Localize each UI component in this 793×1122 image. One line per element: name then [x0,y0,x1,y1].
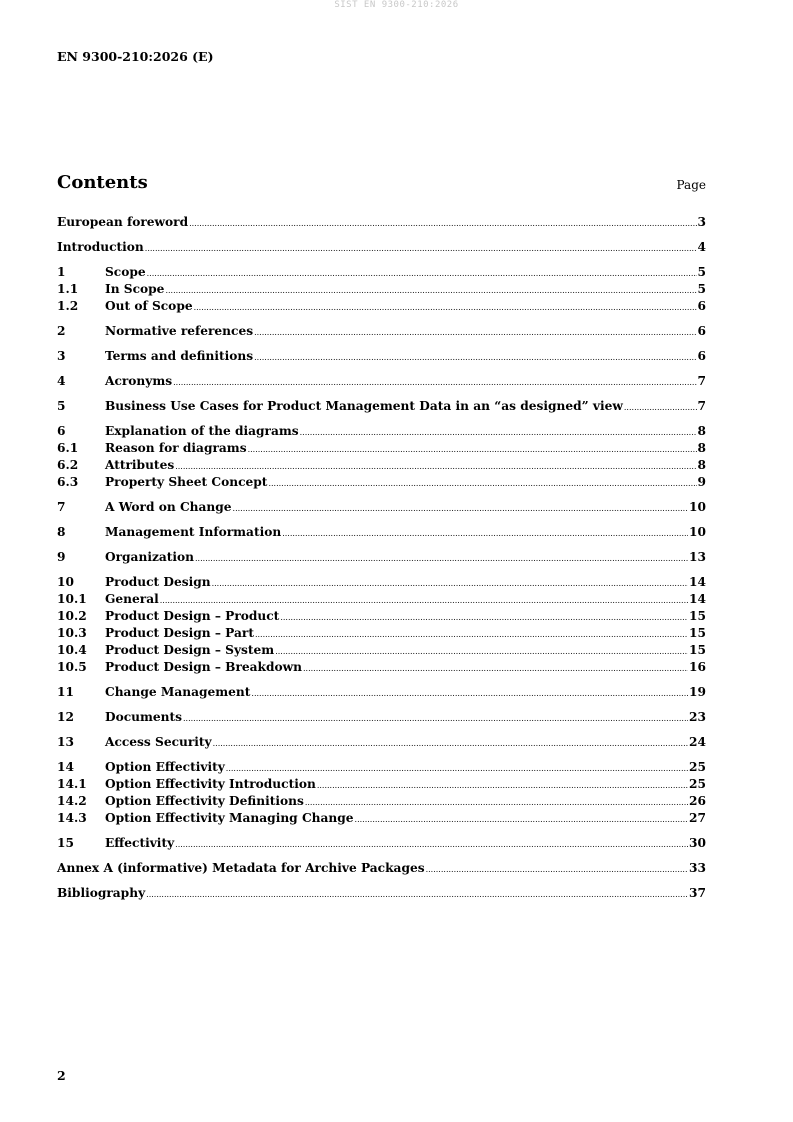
toc-dot-leader [160,591,688,609]
toc-entry[interactable] [57,499,706,516]
toc-entry-title: Normative references [105,324,254,338]
toc-entry[interactable] [57,323,706,340]
toc-dot-leader [251,684,688,702]
toc-dot-leader [268,474,696,492]
toc-entry[interactable] [57,860,706,877]
toc-entry-number: 10.4 [57,643,87,657]
toc-dot-leader [317,776,688,794]
toc-entry-title: A Word on Change [105,500,232,514]
toc-entry[interactable] [57,524,706,541]
toc-entry-page: 37 [689,886,706,900]
toc-entry-number: 10.1 [57,592,87,606]
toc-entry[interactable] [57,684,706,701]
toc-dot-leader [254,323,696,341]
toc-dot-leader [145,239,697,257]
toc-entry[interactable] [57,574,706,591]
toc-entry[interactable] [57,885,706,902]
toc-entry-page: 15 [689,609,706,623]
toc-entry[interactable] [57,549,706,566]
toc-entry[interactable] [57,214,706,231]
toc-dot-leader [194,298,697,316]
toc-entry-title: Terms and definitions [105,349,254,363]
toc-entry-number: 10.5 [57,660,87,674]
toc-dot-leader [254,348,696,366]
toc-entry[interactable] [57,776,706,793]
toc-entry-number: 11 [57,685,74,699]
toc-entry[interactable] [57,734,706,751]
toc-entry-page: 4 [697,240,706,254]
toc-entry-number: 14.2 [57,794,87,808]
toc-dot-leader [303,659,688,677]
toc-dot-leader [226,759,688,777]
toc-entry-title: Option Effectivity Managing Change [105,811,354,825]
toc-entry-title: Option Effectivity Definitions [105,794,304,808]
toc-entry-number: 6.1 [57,441,79,455]
toc-entry-page: 15 [689,643,706,657]
toc-entry-title: Documents [105,710,182,724]
toc-entry-title: Property Sheet Concept [105,475,268,489]
toc-entry[interactable] [57,264,706,281]
toc-entry-page: 6 [697,324,706,338]
toc-entry-page: 5 [697,265,706,279]
toc-entry-number: 6 [57,424,66,438]
toc-entry-page: 7 [697,399,706,413]
toc-dot-leader [173,373,696,391]
toc-dot-leader [275,642,688,660]
toc-entry[interactable] [57,423,706,440]
toc-entry-title: Introduction [57,240,144,254]
toc-entry-title: Change Management [105,685,251,699]
toc-entry-title: Attributes [105,458,175,472]
toc-dot-leader [624,398,697,416]
toc-entry-title: Acronyms [105,374,173,388]
toc-entry[interactable] [57,759,706,776]
toc-entry-number: 14.3 [57,811,87,825]
toc-entry-page: 27 [689,811,706,825]
toc-entry[interactable] [57,348,706,365]
toc-entry-title: Annex A (informative) Metadata for Archive Packages [57,861,425,875]
toc-entry-page: 3 [697,215,706,229]
toc-entry-number: 12 [57,710,74,724]
toc-entry-title: Product Design – Product [105,609,280,623]
contents-heading: Contents [57,172,148,193]
toc-entry-title: Business Use Cases for Product Management Data in an “as designed” view [105,399,623,413]
toc-entry-title: Explanation of the diagrams [105,424,299,438]
toc-entry-page: 25 [689,777,706,791]
toc-entry-number: 14.1 [57,777,87,791]
toc-entry-number: 1 [57,265,66,279]
toc-entry-title: Product Design [105,575,211,589]
toc-entry-page: 5 [697,282,706,296]
toc-dot-leader [233,499,688,517]
toc-dot-leader [183,709,688,727]
toc-dot-leader [146,885,688,903]
toc-entry-title: Option Effectivity Introduction [105,777,316,791]
toc-entry[interactable] [57,608,706,625]
toc-entry-number: 15 [57,836,74,850]
toc-entry-page: 14 [689,592,706,606]
toc-entry-page: 13 [689,550,706,564]
toc-dot-leader [426,860,688,878]
toc-entry-number: 7 [57,500,66,514]
toc-dot-leader [147,264,697,282]
toc-entry-page: 8 [697,458,706,472]
toc-entry-number: 9 [57,550,66,564]
toc-dot-leader [248,440,697,458]
toc-entry-page: 10 [689,500,706,514]
toc-entry-title: Management Information [105,525,282,539]
toc-dot-leader [189,214,696,232]
toc-dot-leader [255,625,688,643]
toc-entry-page: 10 [689,525,706,539]
toc-entry-number: 8 [57,525,66,539]
toc-dot-leader [195,549,688,567]
toc-entry-title: Effectivity [105,836,175,850]
toc-entry-number: 6.3 [57,475,79,489]
toc-entry-title: Bibliography [57,886,146,900]
toc-entry-page: 7 [697,374,706,388]
toc-entry-title: Product Design – Breakdown [105,660,302,674]
toc-entry-title: Scope [105,265,146,279]
toc-entry-title: In Scope [105,282,165,296]
toc-entry-number: 14 [57,760,74,774]
toc-dot-leader [213,734,688,752]
toc-entry[interactable] [57,709,706,726]
toc-dot-leader [282,524,688,542]
toc-entry-title: Reason for diagrams [105,441,247,455]
toc-dot-leader [300,423,697,441]
toc-entry-page: 9 [697,475,706,489]
toc-entry[interactable] [57,625,706,642]
toc-entry[interactable] [57,398,706,415]
toc-dot-leader [212,574,688,592]
toc-entry[interactable] [57,474,706,491]
toc-entry-page: 19 [689,685,706,699]
toc-entry-number: 10.2 [57,609,87,623]
toc-entry[interactable] [57,591,706,608]
table-of-contents [57,214,706,902]
toc-entry-title: European foreword [57,215,189,229]
toc-entry-title: General [105,592,159,606]
toc-entry-page: 14 [689,575,706,589]
page-number: 2 [57,1068,66,1083]
toc-entry-title: Option Effectivity [105,760,225,774]
toc-entry-page: 33 [689,861,706,875]
toc-entry-page: 25 [689,760,706,774]
toc-entry-page: 23 [689,710,706,724]
toc-entry[interactable] [57,281,706,298]
toc-entry[interactable] [57,810,706,827]
toc-entry[interactable] [57,659,706,676]
toc-entry-number: 1.2 [57,299,79,313]
toc-entry-number: 4 [57,374,66,388]
toc-entry-title: Product Design – System [105,643,275,657]
toc-entry-page: 6 [697,349,706,363]
toc-dot-leader [355,810,688,828]
page-column-label: Page [676,178,706,192]
toc-entry-page: 8 [697,424,706,438]
toc-entry-title: Access Security [105,735,212,749]
toc-entry-page: 26 [689,794,706,808]
toc-entry-title: Out of Scope [105,299,193,313]
toc-dot-leader [165,281,696,299]
toc-entry-number: 6.2 [57,458,79,472]
toc-entry-number: 10 [57,575,74,589]
document-id-header: EN 9300-210:2026 (E) [57,49,214,64]
toc-entry-page: 16 [689,660,706,674]
toc-entry-number: 2 [57,324,66,338]
toc-entry-number: 1.1 [57,282,79,296]
toc-dot-leader [175,835,688,853]
toc-dot-leader [175,457,696,475]
toc-entry-number: 3 [57,349,66,363]
toc-entry[interactable] [57,835,706,852]
toc-entry-number: 10.3 [57,626,87,640]
toc-entry-number: 5 [57,399,66,413]
toc-entry-number: 13 [57,735,74,749]
toc-entry[interactable] [57,373,706,390]
watermark: SIST EN 9300-210:2026 [334,0,459,10]
toc-entry-page: 6 [697,299,706,313]
toc-dot-leader [305,793,688,811]
toc-entry-title: Organization [105,550,195,564]
toc-entry[interactable] [57,793,706,810]
toc-entry[interactable] [57,239,706,256]
toc-dot-leader [280,608,688,626]
toc-entry[interactable] [57,298,706,315]
toc-entry-page: 15 [689,626,706,640]
toc-entry-page: 24 [689,735,706,749]
toc-entry[interactable] [57,440,706,457]
toc-entry[interactable] [57,642,706,659]
toc-entry-page: 30 [689,836,706,850]
toc-entry-title: Product Design – Part [105,626,254,640]
toc-entry[interactable] [57,457,706,474]
toc-entry-page: 8 [697,441,706,455]
